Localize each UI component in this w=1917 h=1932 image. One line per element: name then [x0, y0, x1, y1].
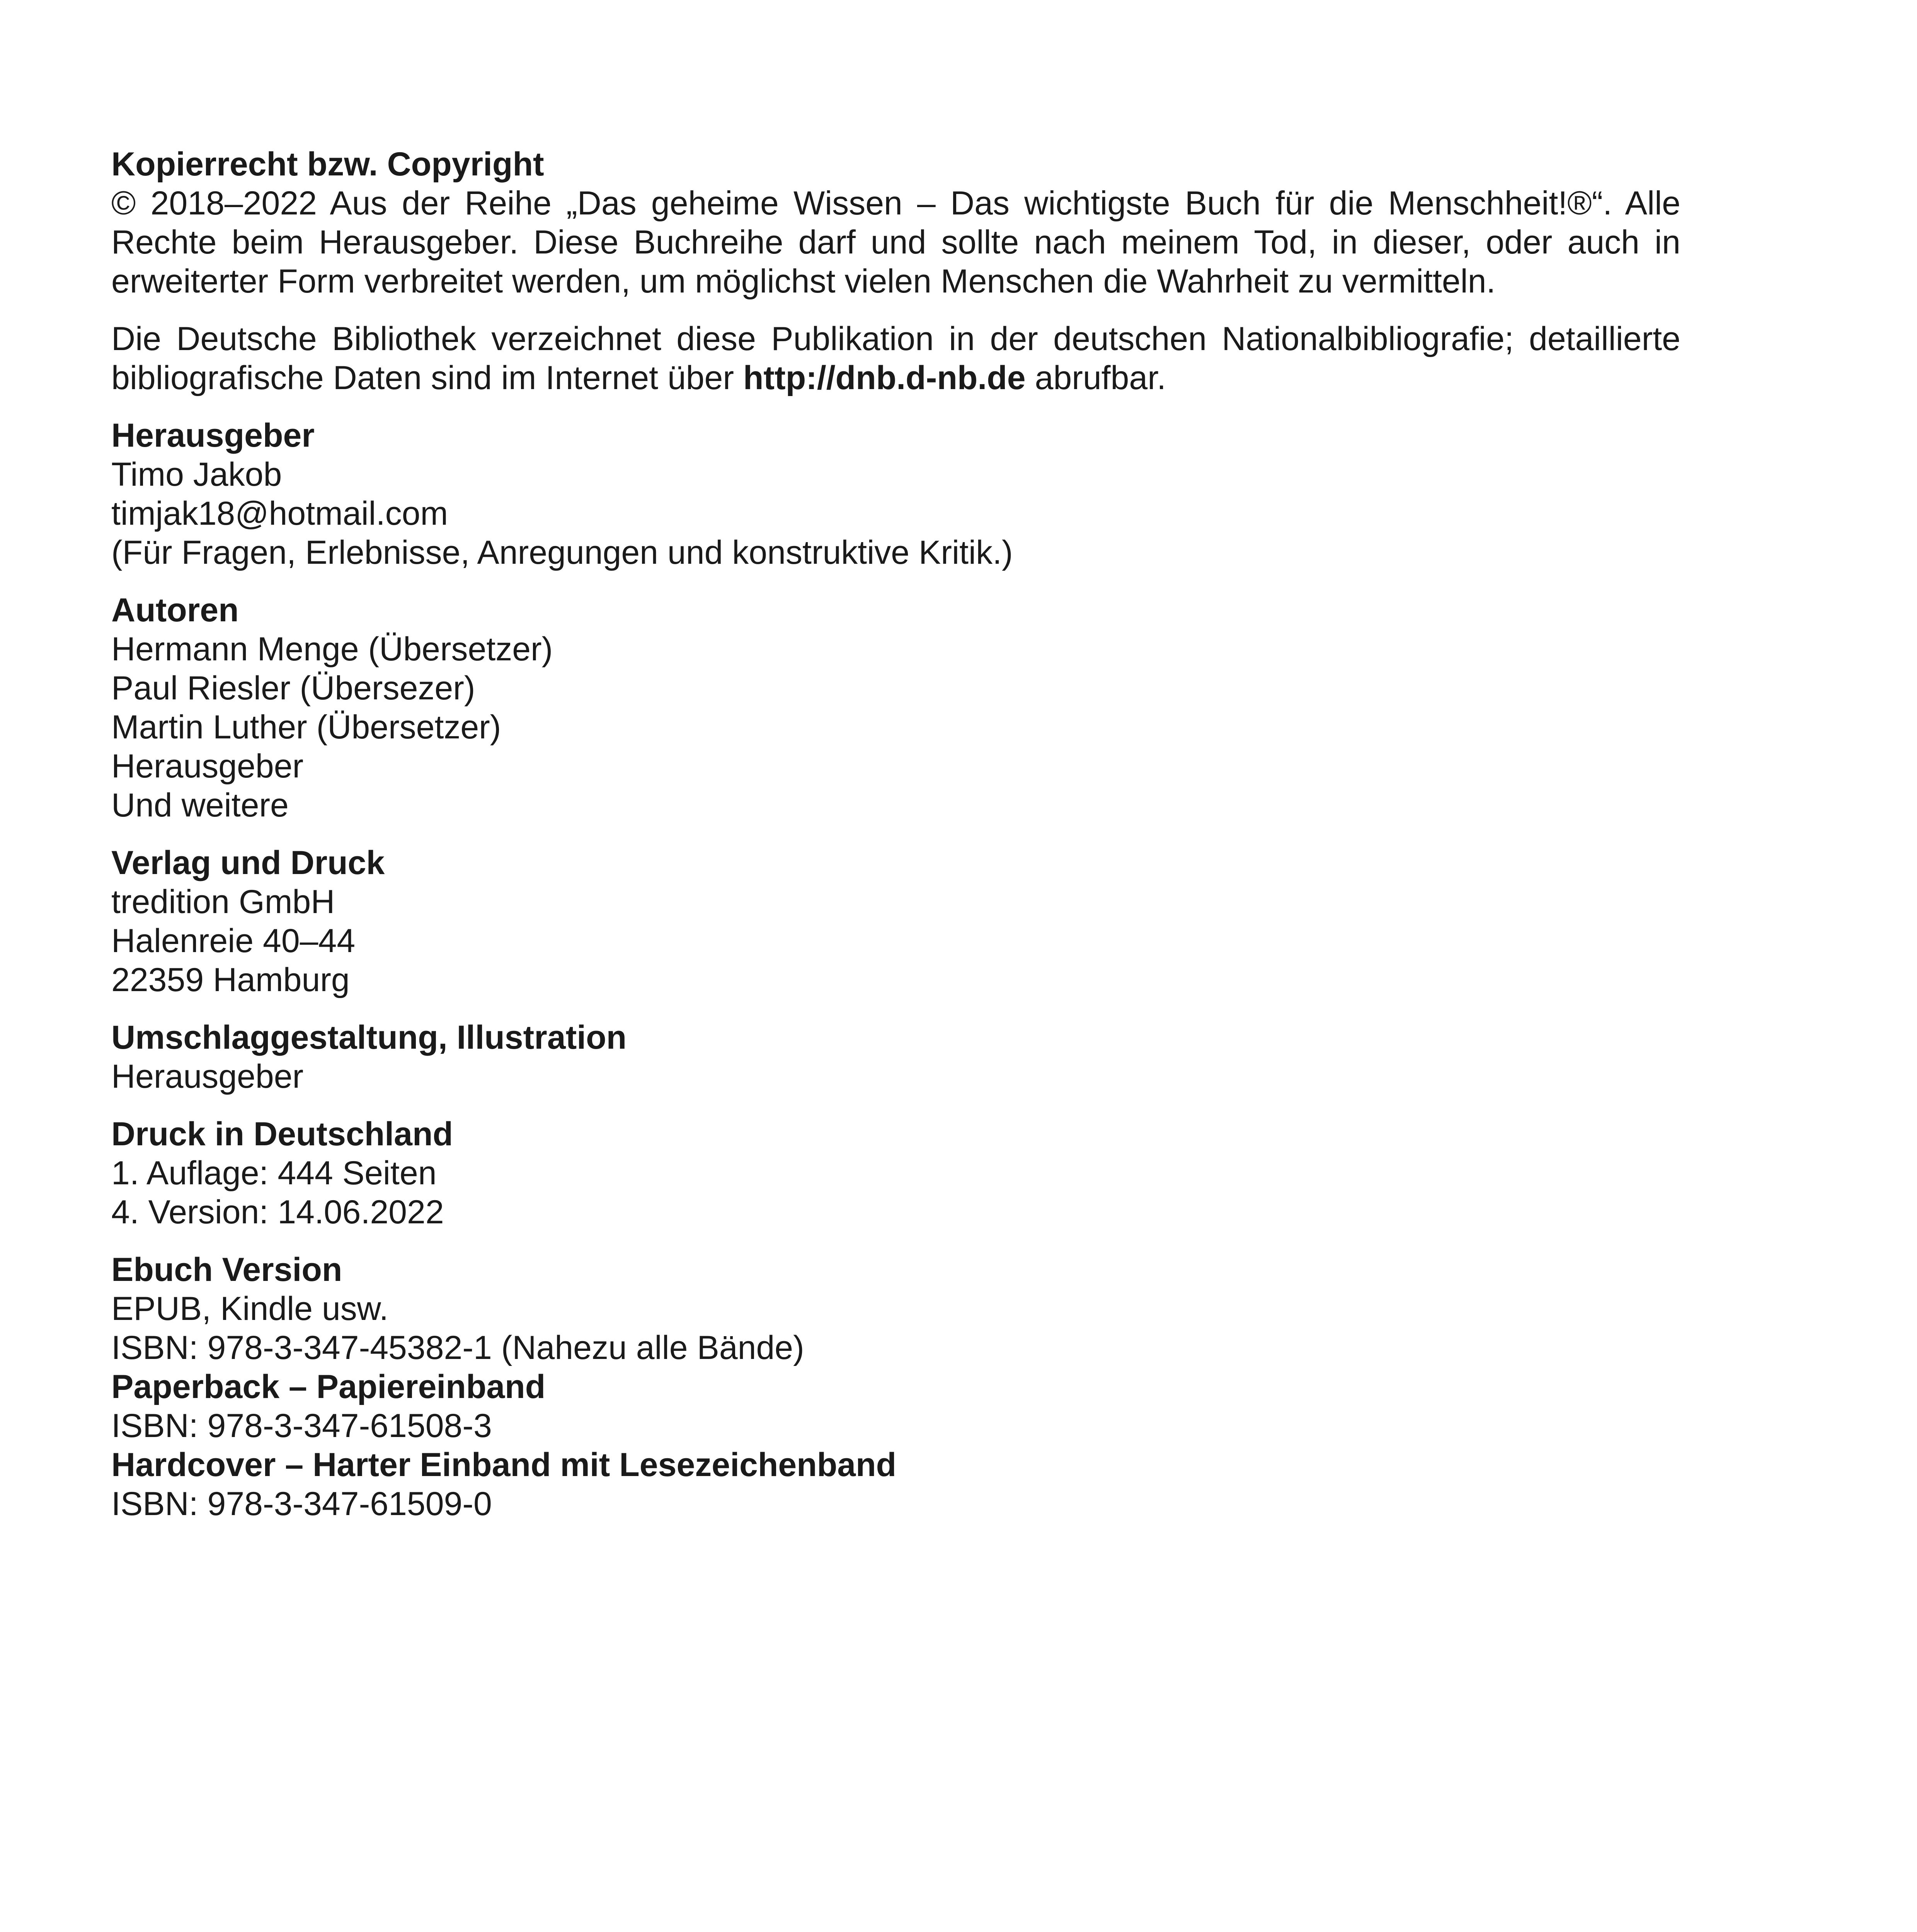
umschlag-heading: Umschlaggestaltung, Illustration	[111, 1019, 627, 1056]
hardcover-isbn: ISBN: 978-3-347-61509-0	[111, 1485, 492, 1522]
druck-heading: Druck in Deutschland	[111, 1116, 453, 1153]
paperback-isbn: ISBN: 978-3-347-61508-3	[111, 1407, 492, 1444]
dnb-text-before: Die Deutsche Bibliothek verzeichnet diese Publikation in der deutschen Nationalbibliografie; detaillierte bibliografische Daten sind im Internet über	[111, 320, 1680, 396]
herausgeber-section	[111, 416, 1680, 572]
verlag-street: Halenreie 40–44	[111, 922, 356, 959]
umschlag-value: Herausgeber	[111, 1058, 304, 1095]
herausgeber-heading: Herausgeber	[111, 417, 315, 454]
imprint-page	[111, 145, 1680, 1524]
hardcover-heading: Hardcover – Harter Einband mit Lesezeichenband	[111, 1446, 897, 1483]
druck-auflage: 1. Auflage: 444 Seiten	[111, 1155, 437, 1192]
ebuch-isbn: ISBN: 978-3-347-45382-1 (Nahezu alle Bände)	[111, 1329, 804, 1366]
herausgeber-note: (Für Fragen, Erlebnisse, Anregungen und konstruktive Kritik.)	[111, 534, 1013, 571]
autoren-section	[111, 591, 1680, 825]
umschlag-section	[111, 1018, 1680, 1096]
verlag-city: 22359 Hamburg	[111, 961, 350, 998]
verlag-name: tredition GmbH	[111, 883, 335, 920]
ebuch-heading: Ebuch Version	[111, 1251, 342, 1288]
herausgeber-email[interactable]: timjak18@hotmail.com	[111, 495, 448, 532]
autor-line: Martin Luther (Übersetzer)	[111, 709, 501, 746]
copyright-section	[111, 145, 1680, 301]
verlag-section	[111, 844, 1680, 1000]
druck-section	[111, 1115, 1680, 1232]
autor-line: Und weitere	[111, 787, 289, 824]
autor-line: Hermann Menge (Übersetzer)	[111, 631, 553, 668]
dnb-section	[111, 320, 1680, 398]
verlag-heading: Verlag und Druck	[111, 844, 385, 881]
druck-version: 4. Version: 14.06.2022	[111, 1194, 444, 1231]
herausgeber-name: Timo Jakob	[111, 456, 282, 493]
ebuch-section	[111, 1250, 1680, 1524]
copyright-heading: Kopierrecht bzw. Copyright	[111, 146, 544, 183]
autor-line: Paul Riesler (Übersezer)	[111, 670, 475, 707]
dnb-text-after: abrufbar.	[1025, 359, 1166, 396]
ebuch-formats: EPUB, Kindle usw.	[111, 1290, 389, 1327]
paperback-heading: Paperback – Papiereinband	[111, 1368, 546, 1405]
autoren-heading: Autoren	[111, 592, 239, 629]
copyright-text: © 2018–2022 Aus der Reihe „Das geheime Wissen – Das wichtigste Buch für die Menschheit!®“. Alle Rechte beim Herausgeber. Diese Buchreihe darf und sollte nach meinem Tod, in dieser, oder auch in erweiterter Form verbreitet werden, um möglichst vielen Menschen die Wahrheit zu vermitteln.	[111, 185, 1680, 300]
autor-line: Herausgeber	[111, 748, 304, 785]
dnb-link[interactable]: http://dnb.d-nb.de	[743, 359, 1026, 396]
dnb-text	[111, 320, 1680, 398]
